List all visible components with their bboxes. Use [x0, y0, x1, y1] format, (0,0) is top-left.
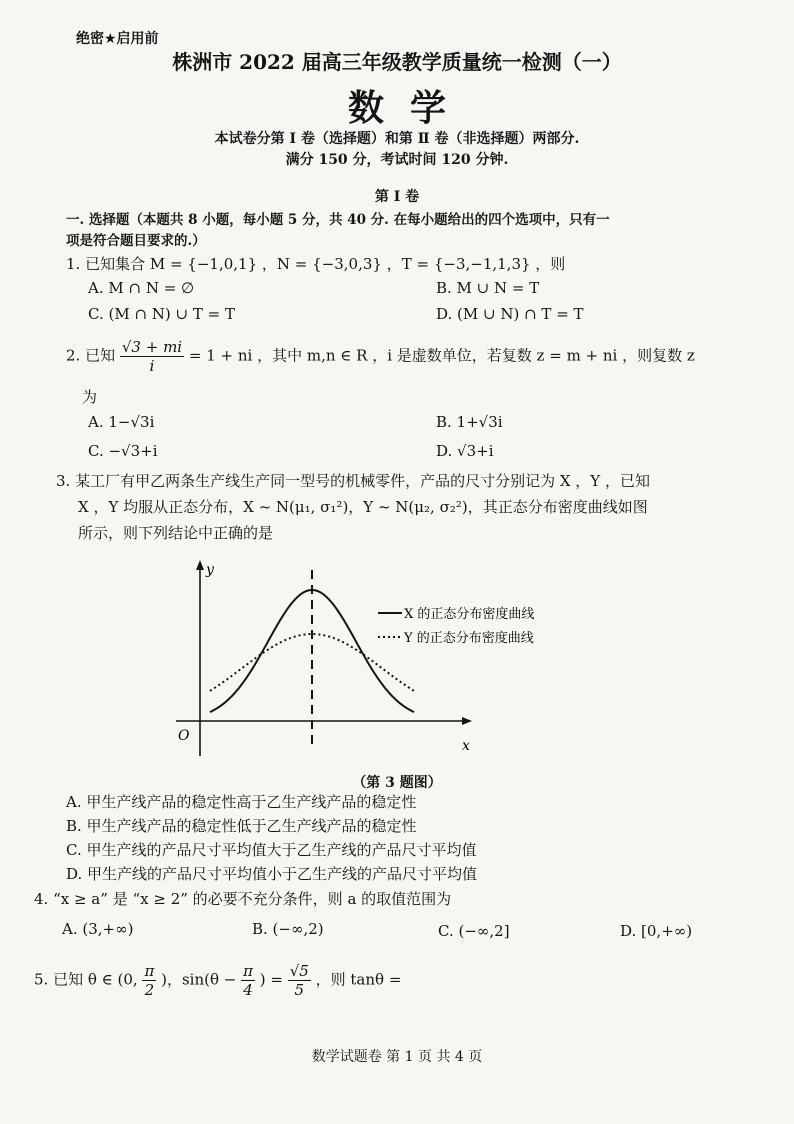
- question-5-mid: )，sin(θ −: [161, 970, 237, 989]
- question-1-stem: 1. 已知集合 M = {−1,0,1} ，N = {−3,0,3} ，T = {−3,−1,1,3} ，则: [66, 255, 566, 273]
- question-3-line-3: 所示，则下列结论中正确的是: [78, 524, 274, 542]
- question-2-option-d: D. √3+i: [436, 442, 494, 460]
- origin-label: O: [178, 728, 190, 744]
- question-5-rhs-fraction: [288, 962, 311, 999]
- question-4-option-b: B. (−∞,2): [252, 920, 324, 938]
- question-2-stem: [66, 338, 695, 375]
- question-5-suffix: ，则 tanθ =: [315, 970, 402, 989]
- question-3-line-2: X ，Y 均服从正态分布，X ~ N(μ₁, σ₁²)，Y ~ N(μ₂, σ₂²)，其正态分布密度曲线如图: [78, 498, 648, 516]
- y-axis-label: y: [206, 562, 214, 578]
- question-1-option-c: C. (M ∩ N) ∪ T = T: [88, 305, 235, 323]
- question-2-fraction-denominator: i: [149, 357, 155, 375]
- question-4-stem: 4. “x ≥ a” 是 “x ≥ 2” 的必要不充分条件，则 a 的取值范围为: [34, 890, 452, 908]
- normal-distribution-figure: [166, 556, 616, 771]
- question-4-option-d: D. [0,+∞): [620, 922, 693, 940]
- figure-caption: （第 3 题图）: [352, 775, 442, 791]
- pi-over-4-numerator: π: [243, 962, 253, 980]
- x-axis-arrow: [462, 717, 472, 725]
- question-4-option-c: C. (−∞,2]: [438, 922, 510, 940]
- question-5-pi-over-4: [241, 962, 255, 999]
- y-axis-arrow: [196, 560, 204, 570]
- question-2-option-c: C. −√3+i: [88, 442, 158, 460]
- pi-over-2-numerator: π: [144, 962, 155, 980]
- exam-title: 株洲市 2022 届高三年级教学质量统一检测（一）: [172, 50, 622, 74]
- question-1-option-a: A. M ∩ N = ∅: [88, 279, 195, 297]
- x-axis-label: x: [462, 738, 470, 754]
- question-1-option-b: B. M ∪ N = T: [436, 279, 540, 297]
- question-1-option-d: D. (M ∪ N) ∩ T = T: [436, 305, 584, 323]
- question-5-equals: ) =: [259, 970, 283, 989]
- section-instructions-line-2: 项是符合题目要求的.）: [66, 233, 206, 249]
- pi-over-4-denominator: 4: [243, 981, 253, 999]
- question-3-line-1: 3. 某工厂有甲乙两条生产线生产同一型号的机械零件，产品的尺寸分别记为 X ，Y ，已知: [56, 472, 650, 490]
- legend-y-text: Y 的正态分布密度曲线: [404, 631, 534, 646]
- section-instructions-line-1: 一. 选择题（本题共 8 小题，每小题 5 分，共 40 分. 在每小题给出的四个选项中，只有一: [66, 212, 610, 228]
- question-2-fraction: [120, 338, 184, 375]
- question-5-stem: [34, 962, 401, 999]
- question-2-line-2: 为: [82, 388, 98, 406]
- question-2-suffix: = 1 + ni ，其中 m,n ∈ R ，i 是虚数单位，若复数 z = m + ni ，则复数 z: [188, 346, 695, 365]
- intro-line-1: 本试卷分第 Ⅰ 卷（选择题）和第 Ⅱ 卷（非选择题）两部分.: [214, 131, 580, 147]
- subject-title: 数学: [347, 88, 472, 129]
- question-2-fraction-numerator: √3 + mi: [121, 338, 183, 356]
- legend-x-text: X 的正态分布密度曲线: [404, 607, 535, 622]
- question-4-option-a: A. (3,+∞): [62, 920, 134, 938]
- question-2-option-b: B. 1+√3i: [436, 413, 503, 431]
- rhs-denominator: 5: [294, 981, 305, 999]
- question-5-pi-over-2: [142, 962, 156, 999]
- rhs-numerator: √5: [289, 962, 309, 980]
- question-3-option-b: B. 甲生产线产品的稳定性低于乙生产线产品的稳定性: [66, 817, 417, 835]
- question-2-prefix: 2. 已知: [66, 346, 116, 365]
- question-2-option-a: A. 1−√3i: [88, 413, 155, 431]
- pi-over-2-denominator: 2: [144, 981, 155, 999]
- question-3-option-c: C. 甲生产线的产品尺寸平均值大于乙生产线的产品尺寸平均值: [66, 841, 477, 859]
- page-footer: 数学试题卷 第 1 页 共 4 页: [311, 1049, 483, 1065]
- part-title: 第 Ⅰ 卷: [374, 189, 420, 205]
- question-3-option-d: D. 甲生产线的产品尺寸平均值小于乙生产线的产品尺寸平均值: [66, 865, 478, 883]
- question-3-option-a: A. 甲生产线产品的稳定性高于乙生产线产品的稳定性: [66, 793, 417, 811]
- confidential-label: 绝密★启用前: [76, 31, 159, 47]
- question-5-prefix: 5. 已知 θ ∈ (0,: [34, 970, 138, 989]
- intro-line-2: 满分 150 分，考试时间 120 分钟.: [285, 152, 509, 168]
